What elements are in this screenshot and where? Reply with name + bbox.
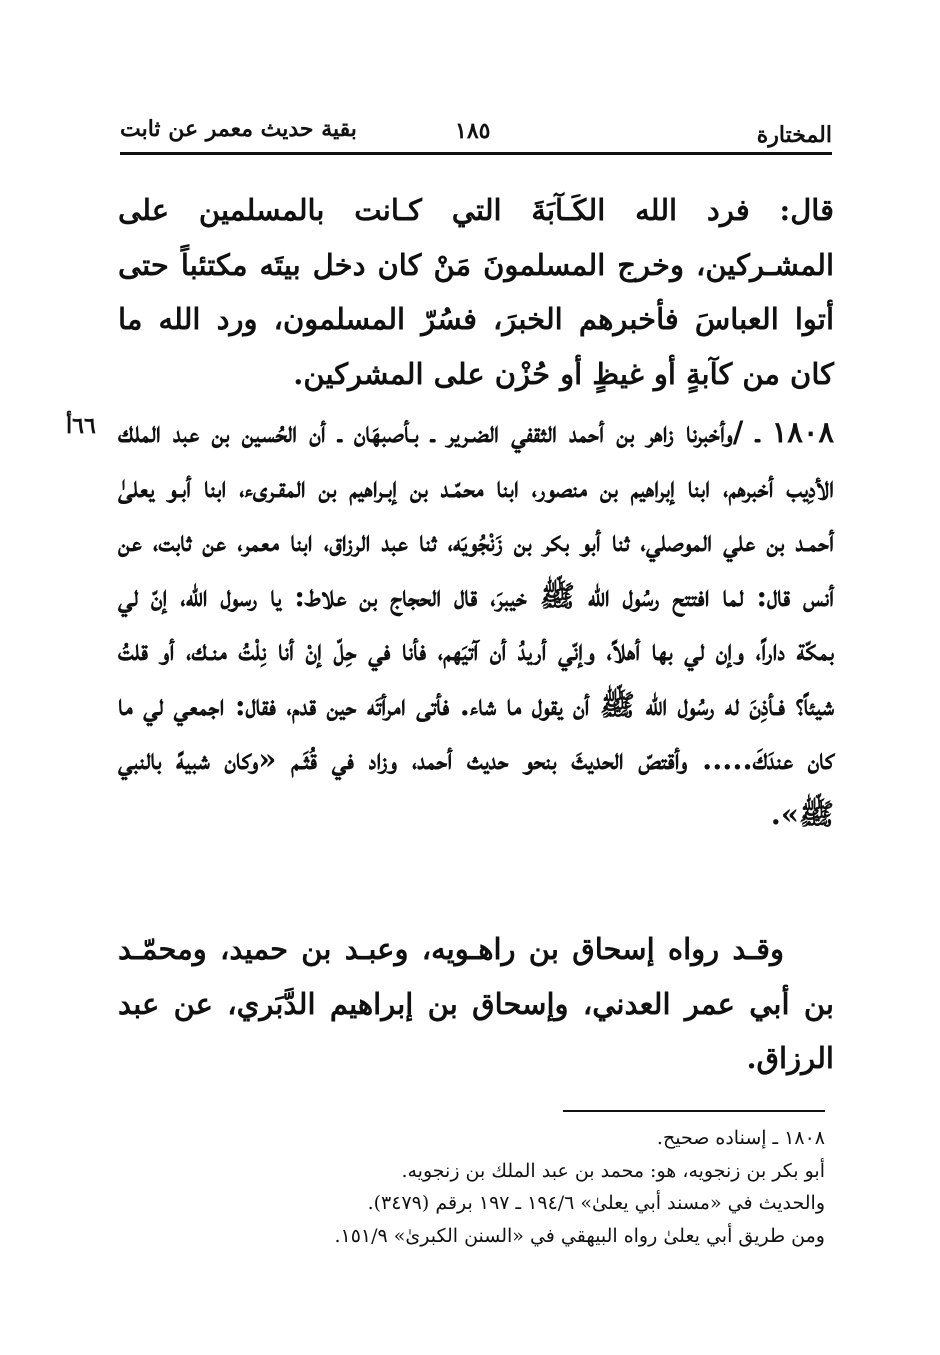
footnote-line: ١٨٠٨ ـ إسناده صحيح.: [656, 1127, 825, 1149]
book-title: المختارة: [756, 122, 832, 148]
footnote-line: والحديث في «مسند أبي يعلىٰ» ١٩٤/٦ ـ ١٩٧ برقم (٣٤٧٩).: [367, 1192, 825, 1214]
footnote-divider: [563, 1110, 825, 1112]
paragraph-3: وقـد رواه إسحاق بن راهـويه، وعبـد بن حميد، ومحمّـد بن أبي عمر العدني، وإسحاق بن إبراهيم الدَّبَري، عن عبد الرزاق.: [118, 932, 834, 1075]
section-title: بقية حديث معمر عن ثابت: [120, 116, 357, 142]
running-header: [120, 112, 832, 152]
hadith-1808: ١٨٠٨ ـ /وأخبرنا زاهر بن أحمد الثقفي الضـرير ـ بـأصبهَان ـ أن الحُسين بن عبد الملك الأدِيب أخبرهم، ابنا إبراهيم بن منصور، ابنا محمّـد بن إبـراهيم بن المقـرىء، ابنا أبـو يعلىٰ أحمـد بن علي الموصلي، ثنا أبو بكر بن زَنْجُويَه، ثنا عبد الرزاق، ابنا معمر، عن ثابت، عن أنس قال: لما افتتح رسُول الله ﷺ خيبرَ، قال الحجاج بن علاط: يا رسول الله، إنّ لي بمكّة داراً، وإن لي بها أهلاً، وإنّي أريدُ أن آتيَهم، فأنا في حِلّ إنْ أنا نِلْتُ منـك، أو قلتُ شيئاً؟ فـأذِنَ له رسُول الله ﷺ أن يقول ما شاء. فأتى امرأتَه حين قدم، فقال: اجمعي لي ما كان عندَكَ..... وأقتصّ الحديثَ بنحو حديث أحمد، وزاد في قُثَـم «وكان شبيهً بالنبي ﷺ».: [118, 415, 834, 831]
footnotes: [200, 1122, 825, 1252]
manuscript-folio-note: ٦٦أ: [66, 413, 96, 439]
footnote-line: أبو بكر بن زنجويه، هو: محمد بن عبد الملك بن زنجويه.: [401, 1159, 825, 1182]
paragraph-1: قال: فرد الله الكَـآبَةَ التي كـانت بالمسلمين على المشـركين، وخرج المسلمونَ مَنْ كان دخل بيتَه مكتئباً حتى أتوا العباسَ فأخبرهم الخبرَ، فسُرّ المسلمون، ورد الله ما كان من كآبةٍ أو غيظٍ أو حُزْن على المشركين.: [118, 193, 834, 391]
header-divider: [120, 152, 832, 155]
page-number: ١٨٥: [455, 118, 491, 144]
footnote-line: ومن طريق أبي يعلىٰ رواه البيهقي في «السنن الكبرىٰ» ١٥١/٩.: [334, 1224, 825, 1247]
